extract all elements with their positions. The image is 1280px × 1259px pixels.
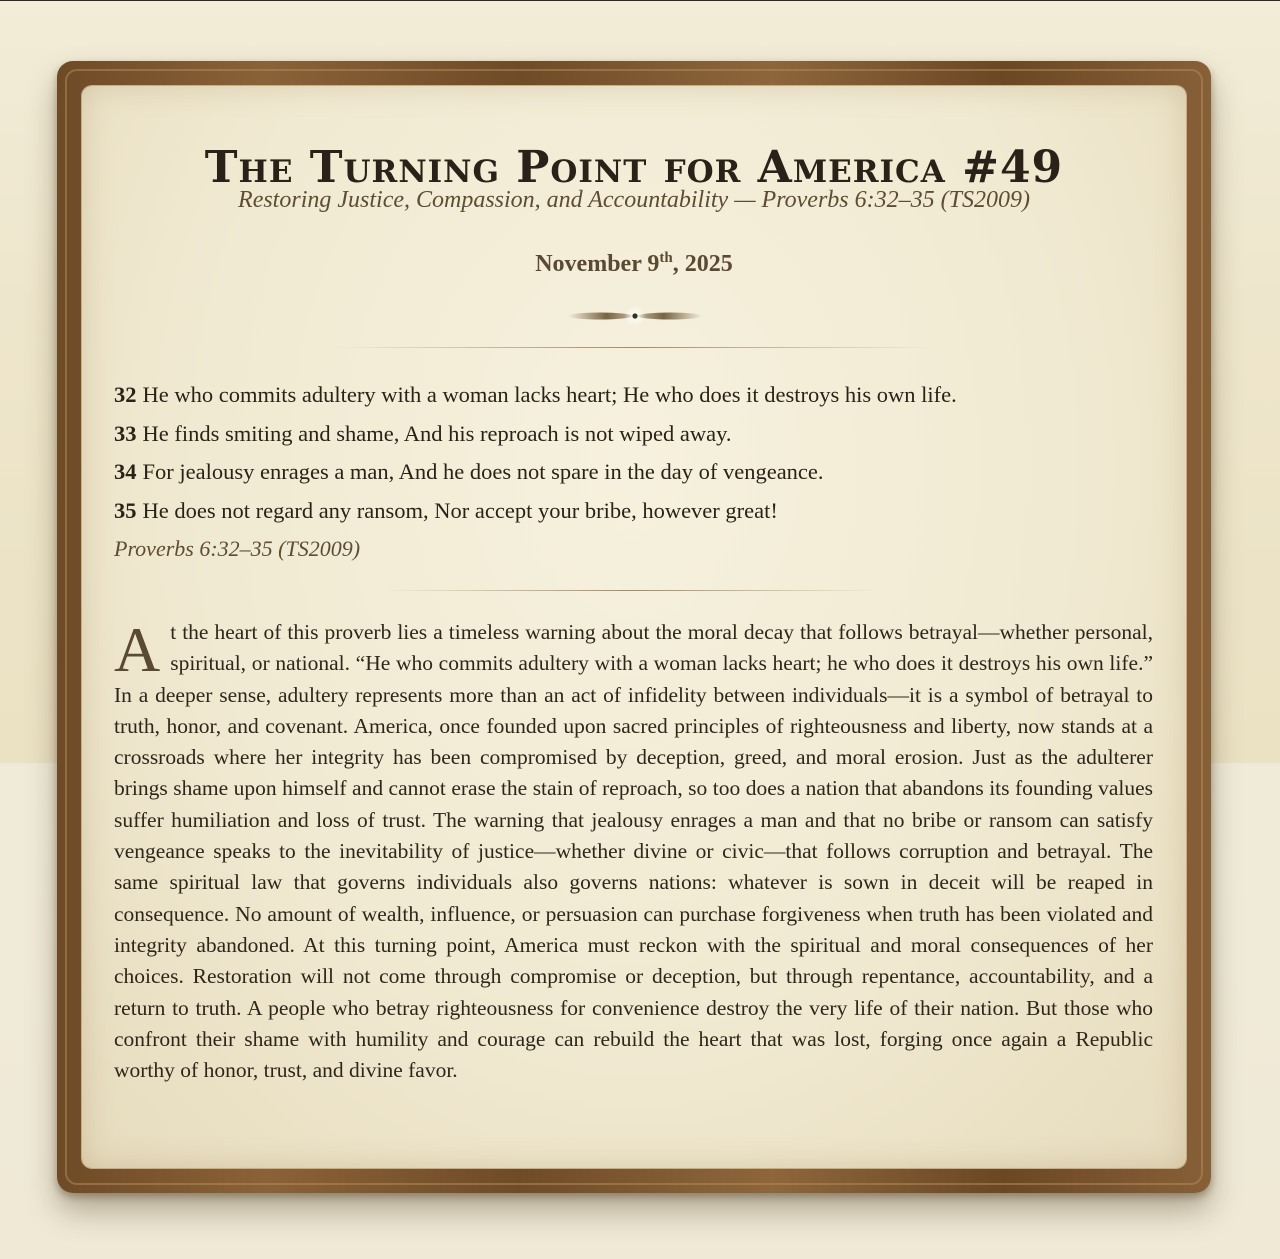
date-ordinal: th [659, 250, 673, 266]
date-year: , 2025 [672, 251, 733, 277]
verse-number: 32 [114, 382, 137, 407]
verse [114, 415, 1154, 454]
verse-text: He finds smiting and shame, And his reproach is not wiped away. [142, 420, 732, 446]
date [82, 250, 1186, 278]
ornament-divider-icon [567, 304, 703, 328]
page-title: The Turning Point for America #49 [204, 142, 1064, 193]
verse [114, 453, 1154, 492]
verse [114, 376, 1154, 415]
top-border-line [0, 0, 1280, 1]
parchment-panel [82, 86, 1186, 1168]
divider-top [332, 347, 936, 348]
scripture-citation: Proverbs 6:32–35 (TS2009) [114, 536, 361, 561]
wooden-frame [57, 61, 1211, 1193]
divider-bottom [382, 590, 882, 591]
verse-number: 35 [114, 497, 137, 523]
verse-text: He who commits adultery with a woman lacks heart; He who does it destroys his own life. [142, 382, 957, 407]
subtitle: Restoring Justice, Compassion, and Accountability — Proverbs 6:32–35 (TS2009) [238, 187, 1030, 213]
verse-text: For jealousy enrages a man, And he does not spare in the day of vengeance. [142, 459, 824, 485]
verse-list [114, 376, 1154, 530]
verse-text: He does not regard any ransom, Nor accept your bribe, however great! [142, 497, 778, 523]
date-main: November 9 [535, 251, 660, 277]
verse-number: 33 [114, 420, 137, 446]
verse-number: 34 [114, 459, 137, 485]
commentary-text: t the heart of this proverb lies a timeless warning about the moral decay that follows betrayal—whether personal, spiritual, or national. “He who commits adultery with a woman lacks heart; he who does it destroys his own life.” In a deeper sense, adultery represents more than an act of infidelity between individuals—it is a symbol of betrayal to truth, honor, and covenant. America, once founded upon sacred principles of righteousness and liberty, now stands at a crossroads where her integrity has been compromised by deception, greed, and moral erosion. Just as the adulterer brings shame upon himself and cannot erase the stain of reproach, so too does a nation that abandons its founding values suffer humiliation and loss of trust. The warning that jealousy enrages a man and that no bribe or ransom can satisfy vengeance speaks to the inevitability of justice—whether divine or civic—that follows corruption and betrayal. The same spiritual law that governs individuals also governs nations: whatever is sown in deceit will be reaped in consequence. No amount of wealth, influence, or persuasion can purchase forgiveness when truth has been violated and integrity abandoned. At this turning point, America must reckon with the spiritual and moral consequences of her choices. Restoration will not come through compromise or deception, but through repentance, accountability, and a return to truth. A people who betray righteousness for convenience destroy the very life of their nation. But those who confront their shame with humility and courage can rebuild the heart that was lost, forging once again a Republic worthy of honor, trust, and divine favor. [114, 620, 1153, 1083]
verse [114, 492, 1154, 531]
commentary-paragraph [114, 614, 1153, 1086]
drop-cap: A [114, 614, 161, 685]
